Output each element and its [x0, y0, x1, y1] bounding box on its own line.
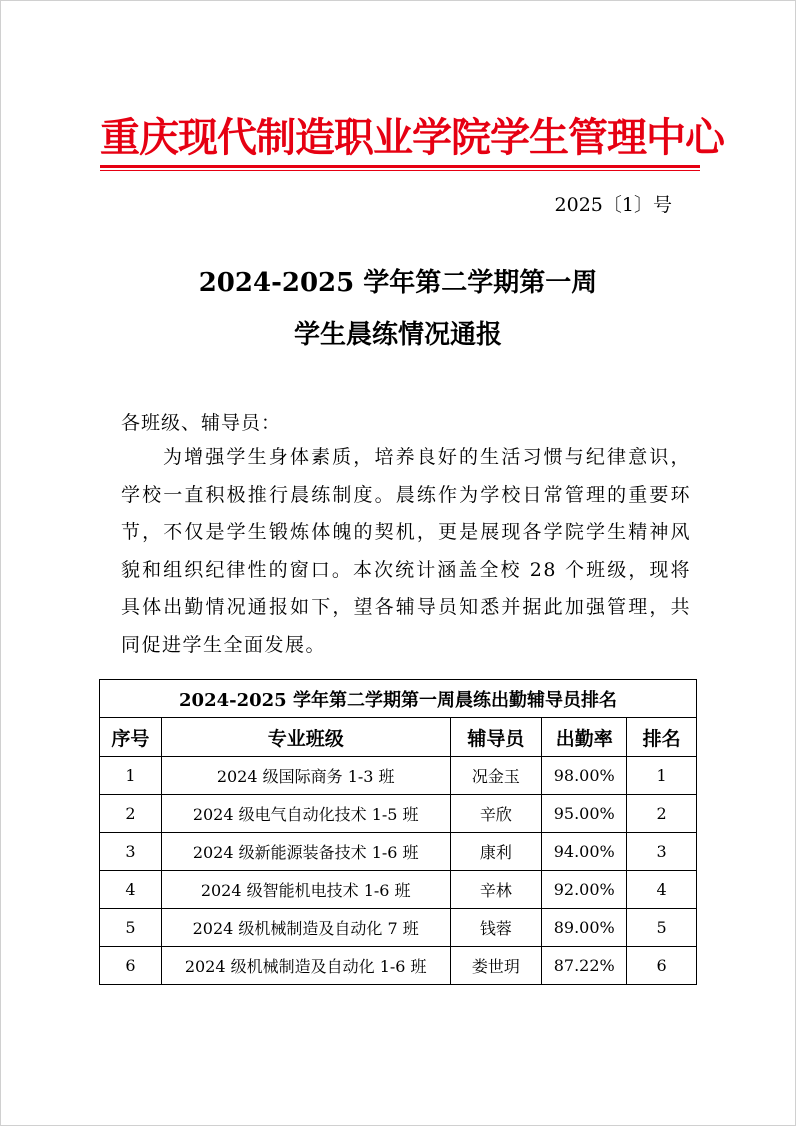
table-row	[100, 795, 697, 833]
cell-attendance: 92.00%	[542, 871, 627, 909]
table-row	[100, 833, 697, 871]
cell-rank: 4	[627, 871, 697, 909]
attendance-ranking-table	[99, 679, 697, 985]
header-class: 专业班级	[161, 718, 450, 757]
body-paragraph: 为增强学生身体素质，培养良好的生活习惯与纪律意识，学校一直积极推行晨练制度。晨练作为学校日常管理的重要环节，不仅是学生锻炼体魄的契机，更是展现各学院学生精神风貌和组织纪律性的窗口。本次统计涵盖全校 28 个班级，现将具体出勤情况通报如下，望各辅导员知悉并据此加强管理，共同促进学生全面发展。	[121, 446, 691, 656]
cell-rank: 5	[627, 909, 697, 947]
masthead-title: 重庆现代制造职业学院学生管理中心	[100, 114, 724, 161]
cell-rank: 3	[627, 833, 697, 871]
cell-index: 3	[100, 833, 162, 871]
cell-rank: 1	[627, 757, 697, 795]
table-row	[100, 909, 697, 947]
cell-rank: 2	[627, 795, 697, 833]
header-counselor: 辅导员	[450, 718, 542, 757]
cell-counselor: 况金玉	[450, 757, 542, 795]
cell-counselor: 娄世玥	[450, 947, 542, 985]
cell-class: 2024 级新能源装备技术 1-6 班	[161, 833, 450, 871]
cell-attendance: 95.00%	[542, 795, 627, 833]
cell-class: 2024 级国际商务 1-3 班	[161, 757, 450, 795]
header-index: 序号	[100, 718, 162, 757]
cell-class: 2024 级智能机电技术 1-6 班	[161, 871, 450, 909]
document-number: 2025〔1〕号	[554, 194, 672, 216]
cell-index: 1	[100, 757, 162, 795]
cell-attendance: 87.22%	[542, 947, 627, 985]
cell-index: 4	[100, 871, 162, 909]
table-row	[100, 871, 697, 909]
table-caption-row	[100, 680, 697, 718]
cell-class: 2024 级机械制造及自动化 1-6 班	[161, 947, 450, 985]
cell-attendance: 98.00%	[542, 757, 627, 795]
cell-counselor: 辛欣	[450, 795, 542, 833]
cell-class: 2024 级机械制造及自动化 7 班	[161, 909, 450, 947]
cell-counselor: 康利	[450, 833, 542, 871]
document-title-line2: 学生晨练情况通报	[293, 320, 502, 350]
table-header-row	[100, 718, 697, 757]
cell-index: 6	[100, 947, 162, 985]
cell-index: 2	[100, 795, 162, 833]
document-title-line1: 2024-2025 学年第二学期第一周	[198, 268, 598, 298]
cell-class: 2024 级电气自动化技术 1-5 班	[161, 795, 450, 833]
cell-attendance: 89.00%	[542, 909, 627, 947]
cell-attendance: 94.00%	[542, 833, 627, 871]
header-rank: 排名	[627, 718, 697, 757]
salutation: 各班级、辅导员：	[121, 412, 282, 434]
table-row	[100, 757, 697, 795]
cell-index: 5	[100, 909, 162, 947]
header-attendance: 出勤率	[542, 718, 627, 757]
masthead-rule-thick	[100, 165, 700, 168]
cell-counselor: 辛林	[450, 871, 542, 909]
cell-counselor: 钱蓉	[450, 909, 542, 947]
masthead-rule-thin	[100, 170, 700, 171]
table-row	[100, 947, 697, 985]
cell-rank: 6	[627, 947, 697, 985]
table-caption: 2024-2025 学年第二学期第一周晨练出勤辅导员排名	[100, 680, 697, 718]
